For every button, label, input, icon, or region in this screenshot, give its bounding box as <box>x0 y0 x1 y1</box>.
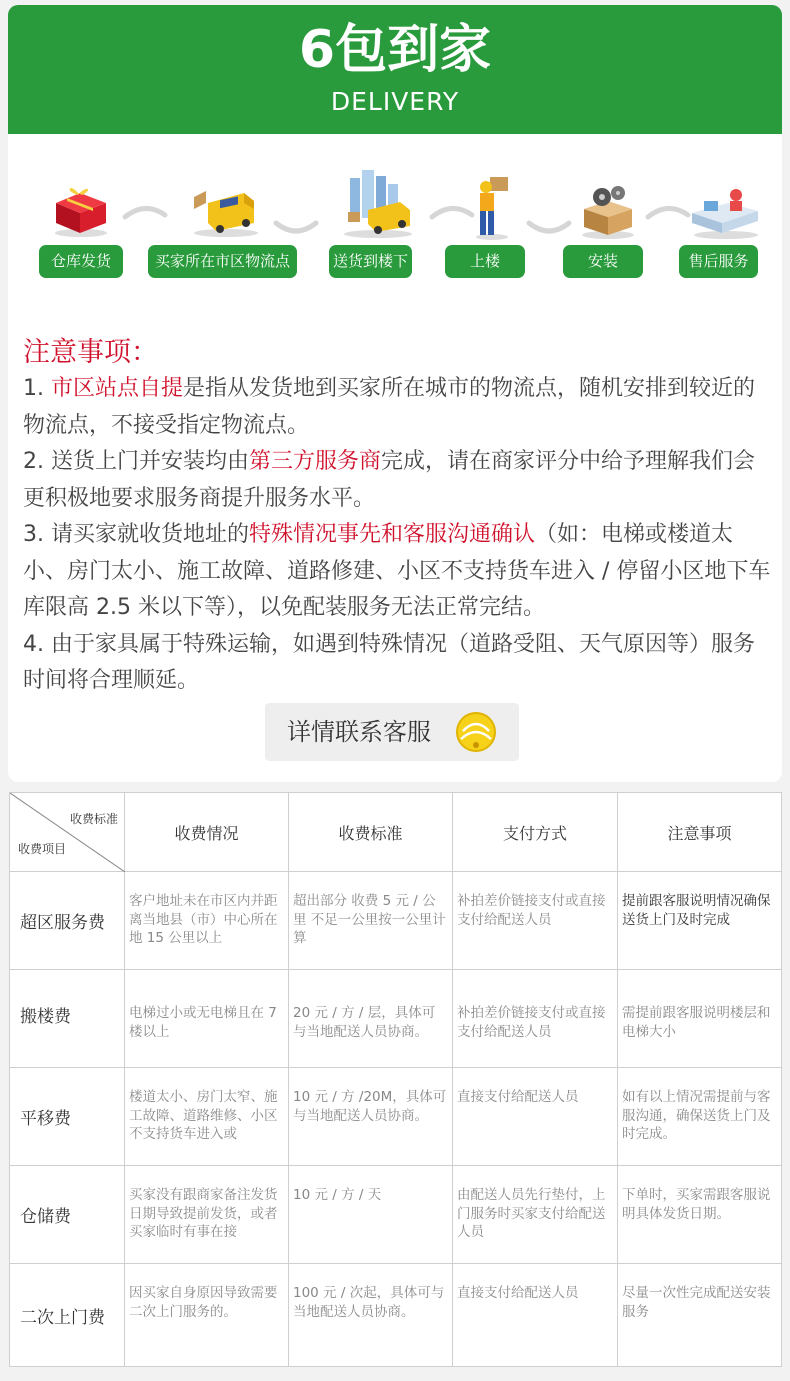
step-pill: 送货到楼下 <box>329 245 412 278</box>
arrow-icon <box>525 217 573 239</box>
table-cell: 因买家自身原因导致需要二次上门服务的。 <box>125 1264 289 1367</box>
corner-cell <box>10 793 125 872</box>
table-cell: 买家没有跟商家备注发货日期导致提前发货，或者买家临时有事在接 <box>125 1166 289 1264</box>
table-cell: 直接支付给配送人员 <box>453 1068 618 1166</box>
header-cell: 注意事项 <box>618 793 782 872</box>
table-cell: 电梯过小或无电梯且在 7 楼以上 <box>125 970 289 1068</box>
table-cell: 楼道太小、房门太窄、施工故障、道路维修、小区不支持货车进入或 <box>125 1068 289 1166</box>
arrow-icon <box>121 201 169 223</box>
notice-text: 2. 送货上门并安装均由 <box>23 449 249 474</box>
table-cell: 尽量一次性完成配送安装服务 <box>618 1264 782 1367</box>
table-cell: 由配送人员先行垫付，上门服务时买家支付给配送人员 <box>453 1166 618 1264</box>
notice-title: 注意事项： <box>23 337 158 368</box>
notice-text: 1. <box>23 376 51 401</box>
banner-subtitle: DELIVERY <box>330 87 460 116</box>
gift-box-icon <box>50 183 112 239</box>
bell-icon <box>453 709 499 755</box>
table-cell: 补拍差价链接支付或直接支付给配送人员 <box>453 872 618 970</box>
fee-table <box>9 792 782 1367</box>
table-cell: 直接支付给配送人员 <box>453 1264 618 1367</box>
delivery-truck-icon <box>188 183 262 239</box>
notice-highlight: 第三方服务商 <box>248 449 381 474</box>
notice-text: （如：电梯或楼道太小、房门太小、施工故障、道路修建、小区不支持货车进入 / 停留小区地下车库限高 2.5 米以下等），以免配装服务无法正常完结。 <box>23 522 771 620</box>
table-row <box>10 1264 782 1367</box>
notice-text: 4. 由于家具属于特殊运输，如遇到特殊情况（道路受阻、天气原因等）服务时间将合理顺延。 <box>23 631 755 693</box>
arrow-icon <box>644 201 692 223</box>
delivery-card <box>8 5 782 782</box>
table-cell: 提前跟客服说明情况确保送货上门及时完成 <box>618 872 782 970</box>
table-cell: 100 元 / 次起，具体可与当地配送人员协商。 <box>289 1264 453 1367</box>
table-cell: 下单时，买家需跟客服说明具体发货日期。 <box>618 1166 782 1264</box>
notice-highlight: 市区站点自提 <box>50 376 183 401</box>
notice-item <box>23 627 773 700</box>
corner-top-label: 收费标准 <box>69 812 118 826</box>
table-cell: 如有以上情况需提前与客服沟通，确保送货上门及时完成。 <box>618 1068 782 1166</box>
table-cell: 补拍差价链接支付或直接支付给配送人员 <box>453 970 618 1068</box>
service-desk-icon <box>688 185 762 241</box>
contact-service-button[interactable] <box>265 703 519 761</box>
porter-carrying-box-icon <box>468 173 518 241</box>
row-name: 搬楼费 <box>10 970 125 1068</box>
notice-text: 是指从发货地到买家所在城市的物流点，随机安排到较近的物流点，不接受指定物流点。 <box>23 376 756 438</box>
gears-box-icon <box>574 183 640 241</box>
header-cell: 收费标准 <box>289 793 453 872</box>
table-cell: 10 元 / 方 /20M，具体可与当地配送人员协商。 <box>289 1068 453 1166</box>
notice-text: 3. 请买家就收货地址的 <box>23 522 249 547</box>
banner-title: 6包到家 <box>298 20 492 80</box>
table-row <box>10 1068 782 1166</box>
city-truck-icon <box>338 168 416 240</box>
row-name: 超区服务费 <box>10 872 125 970</box>
notice-item <box>23 517 773 627</box>
notice-list <box>23 371 773 700</box>
table-header-row <box>10 793 782 872</box>
notice-item <box>23 371 773 444</box>
table-row <box>10 872 782 970</box>
contact-label: 详情联系客服 <box>287 718 431 746</box>
row-name: 仓储费 <box>10 1166 125 1264</box>
step-pill: 安装 <box>563 245 643 278</box>
step-pill: 上楼 <box>445 245 525 278</box>
row-name: 平移费 <box>10 1068 125 1166</box>
step-pill: 售后服务 <box>679 245 758 278</box>
notice-text: 完成，请在商家评分中给予理解我们会更积极地要求服务商提升服务水平。 <box>23 449 756 511</box>
table-row <box>10 1166 782 1264</box>
step-pill: 买家所在市区物流点 <box>148 245 297 278</box>
row-name: 二次上门费 <box>10 1264 125 1367</box>
step-pill: 仓库发货 <box>39 245 123 278</box>
table-cell: 20 元 / 方 / 层，具体可与当地配送人员协商。 <box>289 970 453 1068</box>
table-row <box>10 970 782 1068</box>
diagonal-divider <box>10 793 125 872</box>
notice-item <box>23 444 773 517</box>
arrow-icon <box>272 217 320 239</box>
header-cell: 支付方式 <box>453 793 618 872</box>
header-cell: 收费情况 <box>125 793 289 872</box>
notice-highlight: 特殊情况事先和客服沟通确认 <box>248 522 535 547</box>
corner-bottom-label: 收费项目 <box>18 842 67 856</box>
table-cell: 10 元 / 方 / 天 <box>289 1166 453 1264</box>
table-cell: 需提前跟客服说明楼层和电梯大小 <box>618 970 782 1068</box>
table-cell: 超出部分 收费 5 元 / 公里 不足一公里按一公里计算 <box>289 872 453 970</box>
delivery-banner <box>8 5 782 134</box>
table-cell: 客户地址未在市区内并距离当地县（市）中心所在地 15 公里以上 <box>125 872 289 970</box>
